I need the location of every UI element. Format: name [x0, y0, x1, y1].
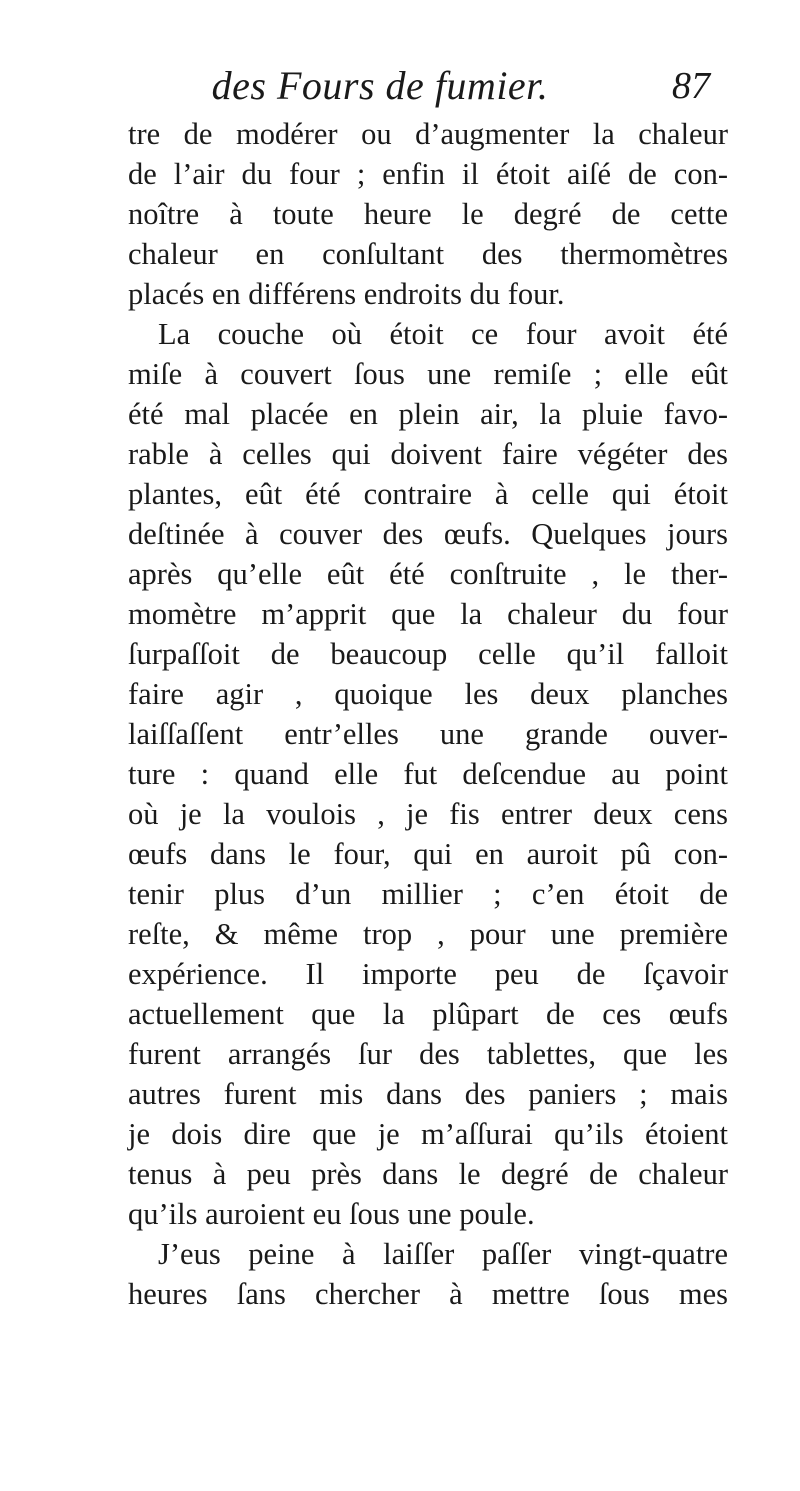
text-line: furent arrangés ſur des tablettes, que les	[128, 1037, 728, 1071]
text-line: actuellement que la plûpart de ces œufs	[128, 997, 728, 1031]
text-line: J’eus peine à laiſſer paſſer vingt-quatre	[158, 1237, 728, 1271]
text-line: faire agir , quoique les deux planches	[128, 677, 728, 711]
text-line: plantes, eût été contraire à celle qui étoit	[128, 477, 728, 511]
text-line: tenir plus d’un millier ; c’en étoit de	[128, 877, 728, 911]
text-line: qu’ils auroient eu ſous une poule.	[128, 1197, 535, 1231]
text-line: été mal placée en plein air, la pluie favo-	[128, 397, 728, 431]
text-line: noître à toute heure le degré de cette	[128, 197, 728, 231]
text-line: expérience. Il importe peu de ſçavoir	[128, 957, 728, 991]
text-line: après qu’elle eût été conſtruite , le ther-	[128, 557, 728, 591]
text-line: heures ſans chercher à mettre ſous mes	[128, 1277, 728, 1311]
text-line: reſte, & même trop , pour une première	[128, 917, 728, 951]
text-line: deſtinée à couver des œufs. Quelques jours	[128, 517, 728, 551]
text-line: je dois dire que je m’aſſurai qu’ils étoient	[128, 1117, 728, 1151]
page-number: 87	[672, 65, 710, 107]
text-line: La couche où étoit ce four avoit été	[158, 317, 728, 351]
running-title: des Fours de fumier.	[211, 63, 549, 108]
text-line: miſe à couvert ſous une remiſe ; elle eût	[128, 357, 728, 391]
text-line: ture : quand elle fut deſcendue au point	[128, 757, 728, 791]
text-line: autres furent mis dans des paniers ; mais	[128, 1077, 728, 1111]
text-line: tre de modérer ou d’augmenter la chaleur	[128, 117, 728, 151]
body-text	[128, 114, 728, 1314]
text-line: œufs dans le four, qui en auroit pû con-	[128, 837, 728, 871]
text-line: rable à celles qui doivent faire végéter des	[128, 437, 728, 471]
text-line: chaleur en conſultant des thermomètres	[128, 237, 728, 271]
text-line: tenus à peu près dans le degré de chaleur	[128, 1157, 728, 1191]
text-line: placés en différens endroits du four.	[128, 277, 565, 311]
running-head	[150, 62, 710, 112]
text-line: de l’air du four ; enfin il étoit aiſé de con-	[128, 157, 728, 191]
text-line: laiſſaſſent entr’elles une grande ouver-	[128, 717, 728, 751]
text-line: ſurpaſſoit de beaucoup celle qu’il falloit	[128, 637, 728, 671]
text-line: momètre m’apprit que la chaleur du four	[128, 597, 728, 631]
text-line: où je la voulois , je fis entrer deux cens	[128, 797, 728, 831]
